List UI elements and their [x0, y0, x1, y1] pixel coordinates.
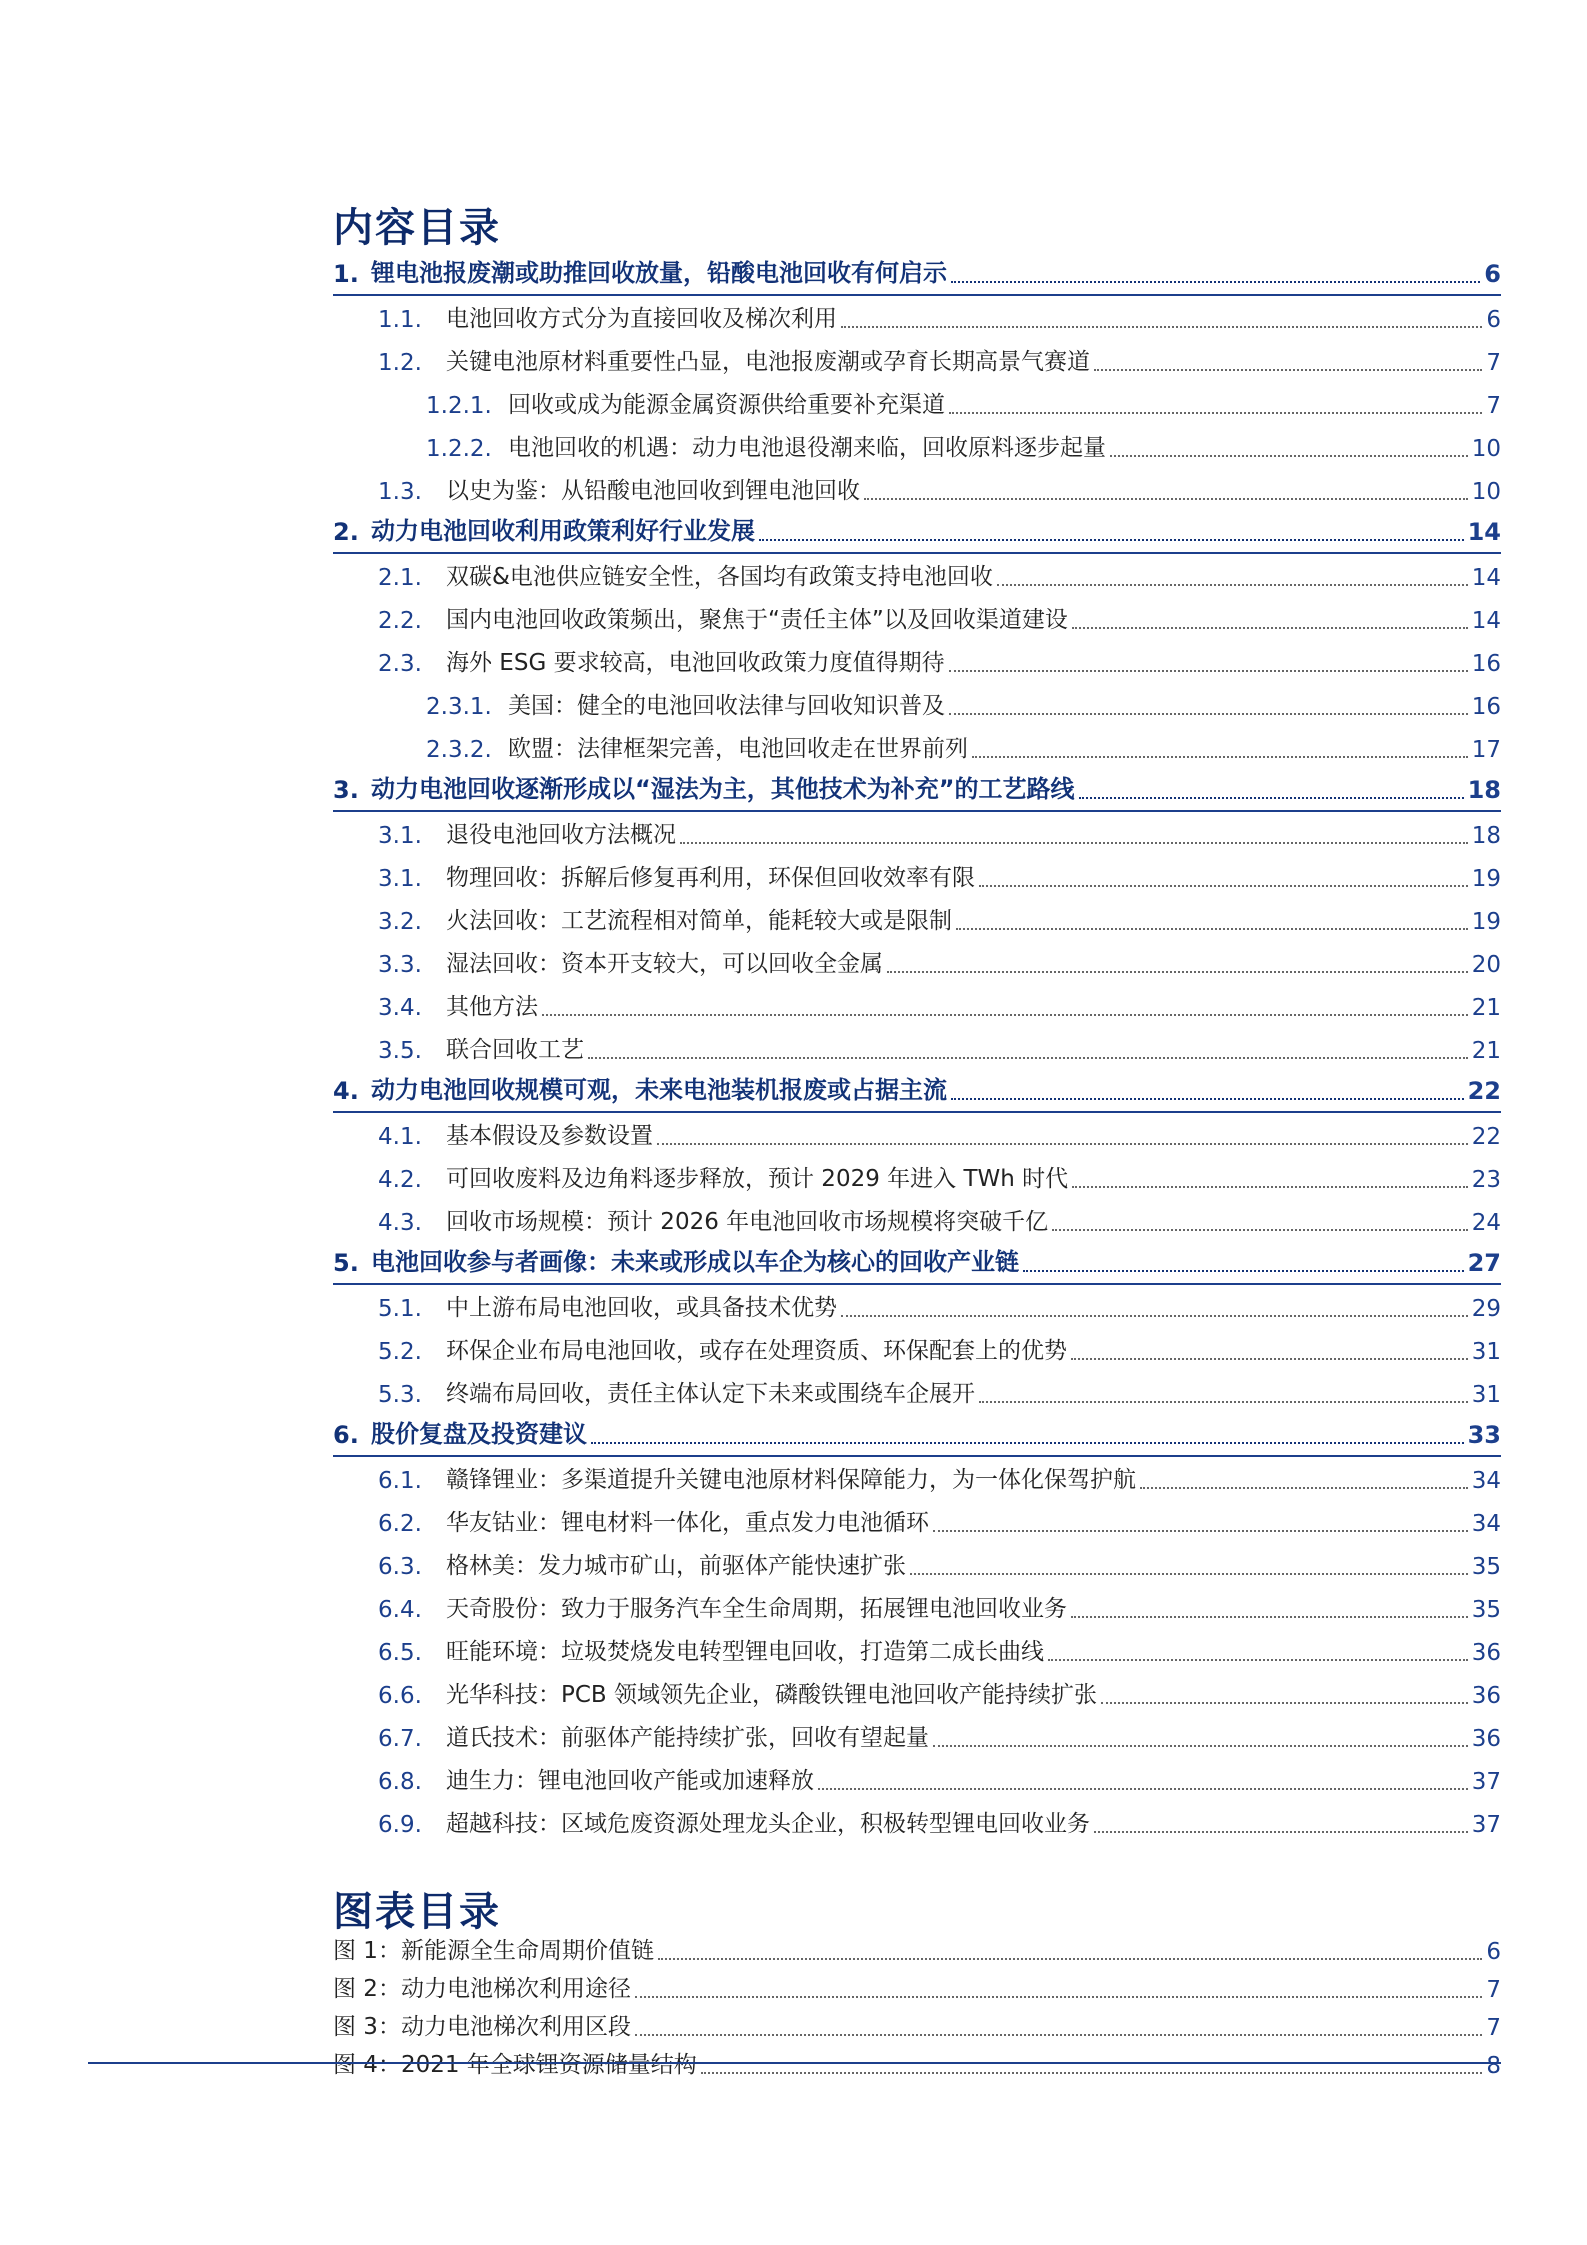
toc-entry-number: 6.3. [378, 1554, 422, 1580]
toc-entry[interactable] [333, 640, 1501, 683]
toc-entry-number: 5.1. [378, 1296, 422, 1322]
figure-entry-label: 图 2：动力电池梯次利用途径 [333, 1976, 631, 2002]
toc-entry-label: 动力电池回收规模可观，未来电池装机报废或占据主流 [371, 1076, 947, 1104]
toc-entry-label: 赣锋锂业：多渠道提升关键电池原材料保障能力，为一体化保驾护航 [446, 1467, 1136, 1493]
toc-entry[interactable] [333, 1457, 1501, 1500]
toc-entry-page: 10 [1471, 436, 1501, 462]
figure-entry[interactable] [333, 1970, 1501, 2008]
toc-entry-number: 2. [333, 518, 359, 546]
toc-entry[interactable] [333, 1113, 1501, 1156]
toc-entry-label: 可回收废料及边角料逐步释放，预计 2029 年进入 TWh 时代 [446, 1166, 1069, 1192]
toc-entry-label: 物理回收：拆解后修复再利用，环保但回收效率有限 [446, 865, 975, 891]
toc-entry-page: 18 [1471, 823, 1501, 849]
toc-entry-number: 3.5. [378, 1038, 422, 1064]
toc-entry-label: 湿法回收：资本开支较大，可以回收全金属 [446, 951, 883, 977]
toc-entry[interactable] [333, 941, 1501, 984]
toc-entry-label: 锂电池报废潮或助推回收放量，铅酸电池回收有何启示 [371, 259, 947, 287]
toc-entry-number: 6.7. [378, 1726, 422, 1752]
toc-entry-number: 3.2. [378, 909, 422, 935]
toc-entry[interactable] [333, 984, 1501, 1027]
dot-leader [1071, 1614, 1468, 1618]
dot-leader [1072, 625, 1468, 629]
toc-entry-page: 37 [1471, 1769, 1501, 1795]
dot-leader [979, 883, 1468, 887]
toc-entry-number: 1. [333, 260, 359, 288]
toc-entry-number: 6.5. [378, 1640, 422, 1666]
toc-entry-label: 动力电池回收逐渐形成以“湿法为主，其他技术为补充”的工艺路线 [371, 775, 1075, 803]
toc-entry[interactable] [333, 683, 1501, 726]
toc-entry[interactable] [333, 1328, 1501, 1371]
toc-entry-number: 1.2.2. [426, 436, 492, 462]
toc-entry-page: 14 [1471, 608, 1501, 634]
dot-leader [949, 668, 1468, 672]
toc-entry[interactable] [333, 1027, 1501, 1070]
toc-entry-number: 3.3. [378, 952, 422, 978]
toc-entry[interactable] [333, 855, 1501, 898]
toc-entry-number: 4. [333, 1077, 359, 1105]
toc-entry[interactable] [333, 1586, 1501, 1629]
dot-leader [635, 1996, 1482, 1998]
figure-entry-label: 图 1：新能源全生命周期价值链 [333, 1938, 654, 1964]
dot-leader [818, 1786, 1468, 1790]
toc-entry-page: 17 [1471, 737, 1501, 763]
toc-entry[interactable] [333, 554, 1501, 597]
toc-entry-label: 光华科技：PCB 领域领先企业，磷酸铁锂电池回收产能持续扩张 [446, 1682, 1098, 1708]
toc-entry-label: 国内电池回收政策频出，聚焦于“责任主体”以及回收渠道建设 [446, 607, 1068, 633]
toc-entry-page: 20 [1471, 952, 1501, 978]
toc-entry[interactable] [333, 1242, 1501, 1285]
toc-entry-label: 电池回收方式分为直接回收及梯次利用 [446, 306, 837, 332]
toc-entry-label: 火法回收：工艺流程相对简单，能耗较大或是限制 [446, 908, 952, 934]
toc-entry-label: 回收市场规模：预计 2026 年电池回收市场规模将突破千亿 [446, 1209, 1049, 1235]
toc-entry-number: 2.2. [378, 608, 422, 634]
dot-leader [1094, 1829, 1468, 1833]
toc-entry-number: 6.6. [378, 1683, 422, 1709]
toc-entry[interactable] [333, 898, 1501, 941]
toc-entry[interactable] [333, 425, 1501, 468]
dot-leader [542, 1012, 1468, 1016]
toc-entry[interactable] [333, 1629, 1501, 1672]
toc-entry-label: 海外 ESG 要求较高，电池回收政策力度值得期待 [446, 650, 945, 676]
dot-leader [949, 711, 1468, 715]
toc-entry-number: 3.4. [378, 995, 422, 1021]
toc-title: 内容目录 [333, 204, 501, 251]
toc-entry-page: 14 [1471, 565, 1501, 591]
toc-entry-number: 3.1. [378, 866, 422, 892]
dot-leader [591, 1440, 1464, 1444]
toc-entry-page: 14 [1467, 518, 1501, 546]
toc-entry-page: 34 [1471, 1468, 1501, 1494]
toc-entry-label: 道氏技术：前驱体产能持续扩张，回收有望起量 [446, 1725, 929, 1751]
toc-entry[interactable] [333, 1414, 1501, 1457]
toc-entry[interactable] [333, 726, 1501, 769]
toc-entry-page: 24 [1471, 1210, 1501, 1236]
figure-entry[interactable] [333, 2008, 1501, 2046]
toc-entry-page: 31 [1471, 1382, 1501, 1408]
toc-entry-label: 回收或成为能源金属资源供给重要补充渠道 [508, 392, 945, 418]
dot-leader [657, 1141, 1468, 1145]
toc-entry[interactable] [333, 1801, 1501, 1844]
dot-leader [979, 1399, 1468, 1403]
dot-leader [701, 2072, 1483, 2074]
toc-entry-page: 36 [1471, 1683, 1501, 1709]
dot-leader [997, 582, 1468, 586]
toc-list [333, 253, 1501, 1844]
toc-entry-label: 关键电池原材料重要性凸显，电池报废潮或孕育长期高景气赛道 [446, 349, 1090, 375]
toc-entry[interactable] [333, 1070, 1501, 1113]
toc-entry-page: 34 [1471, 1511, 1501, 1537]
dot-leader [864, 496, 1468, 500]
toc-entry[interactable] [333, 1672, 1501, 1715]
toc-entry-page: 16 [1471, 651, 1501, 677]
toc-entry-number: 5. [333, 1249, 359, 1277]
toc-entry-label: 以史为鉴：从铅酸电池回收到锂电池回收 [446, 478, 860, 504]
dot-leader [1140, 1485, 1468, 1489]
toc-entry-page: 22 [1471, 1124, 1501, 1150]
toc-entry-page: 22 [1467, 1077, 1501, 1105]
dot-leader [933, 1743, 1468, 1747]
figures-title: 图表目录 [333, 1888, 501, 1935]
toc-entry-number: 6.2. [378, 1511, 422, 1537]
toc-entry[interactable] [333, 1285, 1501, 1328]
toc-entry[interactable] [333, 468, 1501, 511]
dot-leader [759, 537, 1464, 541]
dot-leader [1072, 1184, 1468, 1188]
dot-leader [949, 410, 1482, 414]
dot-leader [1094, 367, 1482, 371]
toc-entry-number: 5.3. [378, 1382, 422, 1408]
toc-entry-label: 电池回收参与者画像：未来或形成以车企为核心的回收产业链 [371, 1248, 1019, 1276]
toc-entry-number: 1.1. [378, 307, 422, 333]
toc-entry[interactable] [333, 1543, 1501, 1586]
toc-entry-label: 旺能环境：垃圾焚烧发电转型锂电回收，打造第二成长曲线 [446, 1639, 1044, 1665]
toc-entry[interactable] [333, 296, 1501, 339]
dot-leader [972, 754, 1468, 758]
toc-entry[interactable] [333, 769, 1501, 812]
toc-entry-label: 欧盟：法律框架完善，电池回收走在世界前列 [508, 736, 968, 762]
toc-entry-page: 6 [1484, 260, 1501, 288]
footer-rule [88, 2062, 1501, 2064]
toc-entry-page: 19 [1471, 909, 1501, 935]
figure-entry[interactable] [333, 2046, 1501, 2084]
toc-entry-number: 1.2. [378, 350, 422, 376]
toc-entry-page: 6 [1486, 307, 1501, 333]
toc-entry-label: 终端布局回收，责任主体认定下未来或围绕车企展开 [446, 1381, 975, 1407]
dot-leader [933, 1528, 1468, 1532]
toc-entry-number: 6. [333, 1421, 359, 1449]
figure-entry-page: 7 [1486, 1977, 1501, 2003]
toc-entry[interactable] [333, 253, 1501, 296]
toc-entry[interactable] [333, 1500, 1501, 1543]
toc-entry-label: 股价复盘及投资建议 [371, 1420, 587, 1448]
toc-entry-label: 美国：健全的电池回收法律与回收知识普及 [508, 693, 945, 719]
toc-entry-number: 3. [333, 776, 359, 804]
toc-entry-label: 天奇股份：致力于服务汽车全生命周期，拓展锂电池回收业务 [446, 1596, 1067, 1622]
dot-leader [1101, 1700, 1468, 1704]
toc-entry-page: 36 [1471, 1726, 1501, 1752]
toc-entry-page: 7 [1486, 393, 1501, 419]
toc-entry-page: 37 [1471, 1812, 1501, 1838]
toc-entry-page: 35 [1471, 1554, 1501, 1580]
toc-entry-number: 6.9. [378, 1812, 422, 1838]
toc-entry-number: 2.3.1. [426, 694, 492, 720]
toc-entry-number: 1.2.1. [426, 393, 492, 419]
dot-leader [1071, 1356, 1468, 1360]
toc-entry[interactable] [333, 339, 1501, 382]
toc-entry[interactable] [333, 812, 1501, 855]
toc-entry[interactable] [333, 1156, 1501, 1199]
figure-entry[interactable] [333, 1932, 1501, 1970]
dot-leader [680, 840, 1468, 844]
toc-entry-label: 中上游布局电池回收，或具备技术优势 [446, 1295, 837, 1321]
dot-leader [951, 1096, 1464, 1100]
toc-entry[interactable] [333, 1371, 1501, 1414]
toc-entry-page: 27 [1467, 1249, 1501, 1277]
toc-entry-label: 其他方法 [446, 994, 538, 1020]
dot-leader [1023, 1268, 1464, 1272]
toc-entry-number: 6.8. [378, 1769, 422, 1795]
toc-entry-label: 电池回收的机遇：动力电池退役潮来临，回收原料逐步起量 [508, 435, 1106, 461]
toc-entry-page: 10 [1471, 479, 1501, 505]
toc-entry[interactable] [333, 382, 1501, 425]
figure-entry-page: 8 [1486, 2053, 1501, 2079]
toc-entry[interactable] [333, 1199, 1501, 1242]
dot-leader [1052, 1227, 1468, 1231]
toc-entry-page: 19 [1471, 866, 1501, 892]
toc-entry-page: 16 [1471, 694, 1501, 720]
toc-entry[interactable] [333, 597, 1501, 640]
dot-leader [956, 926, 1468, 930]
dot-leader [841, 324, 1482, 328]
toc-entry-page: 35 [1471, 1597, 1501, 1623]
toc-entry-label: 动力电池回收利用政策利好行业发展 [371, 517, 755, 545]
toc-entry-label: 华友钴业：锂电材料一体化，重点发力电池循环 [446, 1510, 929, 1536]
toc-entry[interactable] [333, 511, 1501, 554]
dot-leader [1079, 795, 1464, 799]
toc-entry-number: 6.4. [378, 1597, 422, 1623]
toc-entry-page: 18 [1467, 776, 1501, 804]
toc-entry-label: 格林美：发力城市矿山，前驱体产能快速扩张 [446, 1553, 906, 1579]
toc-entry-number: 4.1. [378, 1124, 422, 1150]
dot-leader [1110, 453, 1468, 457]
toc-entry-label: 联合回收工艺 [446, 1037, 584, 1063]
dot-leader [588, 1055, 1468, 1059]
figure-entry-page: 7 [1486, 2015, 1501, 2041]
toc-entry-number: 4.3. [378, 1210, 422, 1236]
toc-entry-number: 2.3.2. [426, 737, 492, 763]
toc-entry-number: 2.1. [378, 565, 422, 591]
toc-entry-label: 超越科技：区域危废资源处理龙头企业，积极转型锂电回收业务 [446, 1811, 1090, 1837]
toc-entry-number: 2.3. [378, 651, 422, 677]
toc-entry-number: 4.2. [378, 1167, 422, 1193]
dot-leader [1048, 1657, 1468, 1661]
toc-entry-label: 基本假设及参数设置 [446, 1123, 653, 1149]
toc-entry-number: 5.2. [378, 1339, 422, 1365]
toc-entry-number: 6.1. [378, 1468, 422, 1494]
toc-entry-page: 23 [1471, 1167, 1501, 1193]
toc-entry[interactable] [333, 1715, 1501, 1758]
toc-entry-page: 29 [1471, 1296, 1501, 1322]
dot-leader [887, 969, 1468, 973]
toc-entry-page: 31 [1471, 1339, 1501, 1365]
dot-leader [841, 1313, 1468, 1317]
toc-entry-page: 36 [1471, 1640, 1501, 1666]
toc-entry-label: 环保企业布局电池回收，或存在处理资质、环保配套上的优势 [446, 1338, 1067, 1364]
toc-entry-page: 33 [1467, 1421, 1501, 1449]
dot-leader [951, 279, 1480, 283]
toc-entry-number: 1.3. [378, 479, 422, 505]
toc-entry-label: 迪生力：锂电池回收产能或加速释放 [446, 1768, 814, 1794]
dot-leader [658, 1958, 1482, 1960]
toc-entry-page: 7 [1486, 350, 1501, 376]
toc-entry[interactable] [333, 1758, 1501, 1801]
figure-entry-label: 图 3：动力电池梯次利用区段 [333, 2014, 631, 2040]
toc-entry-label: 双碳&电池供应链安全性，各国均有政策支持电池回收 [446, 564, 993, 590]
toc-entry-label: 退役电池回收方法概况 [446, 822, 676, 848]
toc-entry-number: 3.1. [378, 823, 422, 849]
figure-entry-page: 6 [1486, 1939, 1501, 1965]
toc-entry-page: 21 [1471, 1038, 1501, 1064]
figure-entry-label: 图 4：2021 年全球锂资源储量结构 [333, 2052, 697, 2078]
dot-leader [635, 2034, 1482, 2036]
dot-leader [910, 1571, 1468, 1575]
toc-entry-page: 21 [1471, 995, 1501, 1021]
